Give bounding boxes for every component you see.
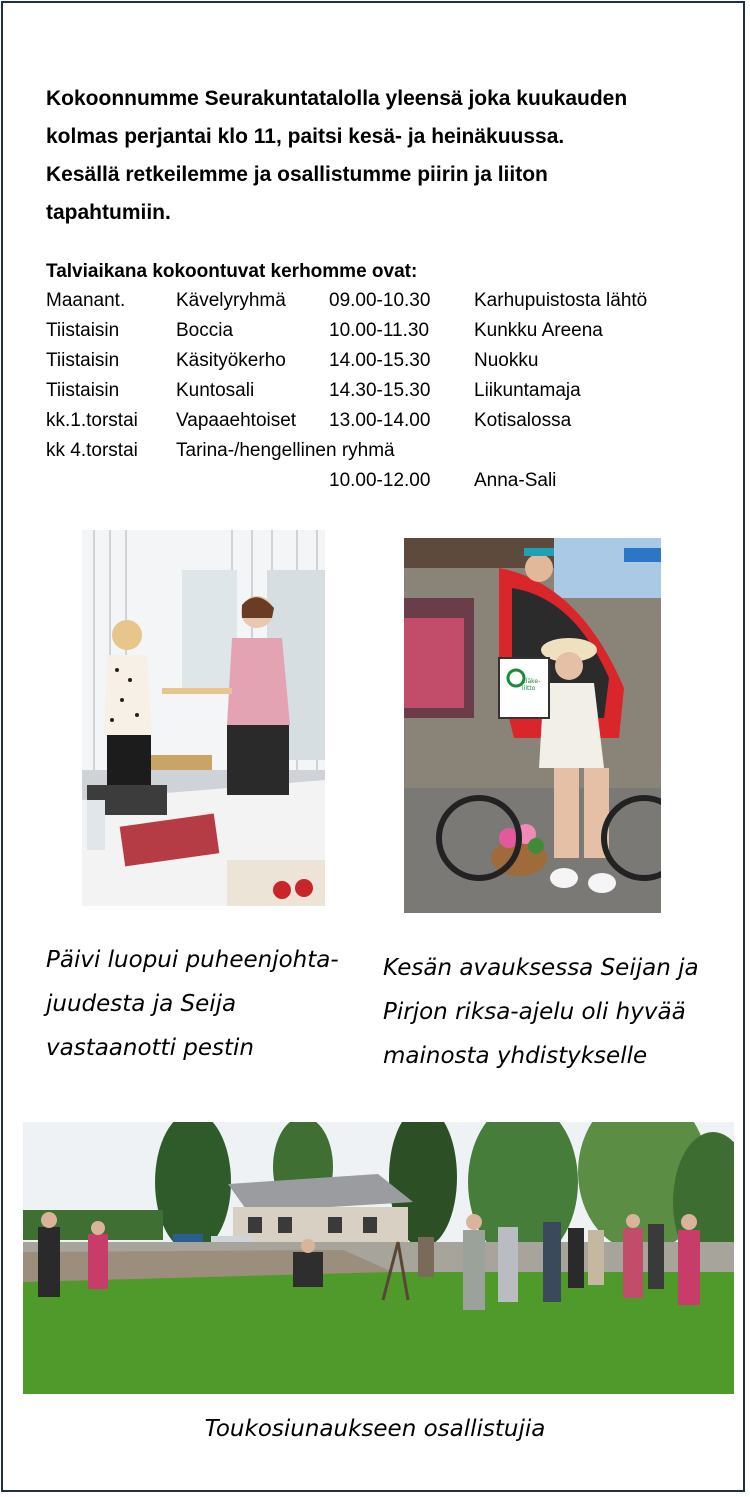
schedule-day: Maanant. <box>46 290 126 311</box>
schedule-activity: Tarina-/hengellinen ryhmä <box>176 440 395 461</box>
schedule-day: kk 4.torstai <box>46 440 138 461</box>
blessing-caption: Toukosiunaukseen osallistujia <box>204 1416 546 1442</box>
schedule-place: Nuokku <box>474 350 539 371</box>
schedule-day: kk.1.torstai <box>46 410 138 431</box>
schedule-place: Anna-Sali <box>474 470 557 491</box>
caption-line: Päivi luopui puheenjohta- <box>46 947 339 973</box>
schedule-row <box>46 316 706 346</box>
clubs-heading: Talviaikana kokoontuvat kerhomme ovat: <box>46 261 418 282</box>
caption-line: vastaanotti pestin <box>46 1035 254 1061</box>
caption-line: mainosta yhdistykselle <box>383 1043 648 1069</box>
schedule-activity: Boccia <box>176 320 234 341</box>
sign-text: Eläke- <box>522 678 541 685</box>
schedule-row <box>46 436 706 466</box>
intro-line: tapahtumiin. <box>46 201 171 224</box>
schedule-time: 10.00-11.30 <box>329 320 430 341</box>
schedule-row <box>46 466 706 496</box>
intro-line: Kokoonnumme Seurakuntatalolla yleensä joka kuukauden <box>46 87 628 110</box>
caption-line: Pirjon riksa-ajelu oli hyvää <box>383 999 686 1025</box>
handover-photo <box>82 530 325 906</box>
rickshaw-caption <box>383 946 699 1078</box>
caption-line: Kesän avauksessa Seijan ja <box>383 955 699 981</box>
schedule-activity: Käsityökerho <box>176 350 286 371</box>
schedule-row <box>46 406 706 436</box>
schedule-activity: Kuntosali <box>176 380 255 401</box>
caption-line: juudesta ja Seija <box>46 991 237 1017</box>
schedule-row <box>46 376 706 406</box>
schedule-place: Kunkku Areena <box>474 320 603 341</box>
intro-line: kolmas perjantai klo 11, paitsi kesä- ja heinäkuussa. <box>46 125 565 148</box>
schedule-activity: Kävelyryhmä <box>176 290 286 311</box>
schedule-time: 14.30-15.30 <box>329 380 431 401</box>
sign-text: liitto <box>522 685 536 692</box>
schedule-place: Kotisalossa <box>474 410 572 431</box>
schedule-day: Tiistaisin <box>46 320 120 341</box>
schedule-time: 10.00-12.00 <box>329 470 431 491</box>
schedule-time: 09.00-10.30 <box>329 290 431 311</box>
schedule-time: 13.00-14.00 <box>329 410 431 431</box>
schedule-place: Karhupuistosta lähtö <box>474 290 648 311</box>
intro-line: Kesällä retkeilemme ja osallistumme piirin ja liiton <box>46 163 548 186</box>
schedule-row <box>46 346 706 376</box>
handover-caption <box>46 938 339 1070</box>
intro-text <box>46 80 736 232</box>
schedule-row <box>46 286 706 316</box>
rickshaw-photo <box>404 538 661 913</box>
schedule-day: Tiistaisin <box>46 350 120 371</box>
schedule-day: Tiistaisin <box>46 380 120 401</box>
schedule-activity: Vapaaehtoiset <box>176 410 297 431</box>
schedule-place: Liikuntamaja <box>474 380 581 401</box>
schedule-time: 14.00-15.30 <box>329 350 431 371</box>
blessing-photo <box>23 1122 734 1394</box>
club-schedule <box>46 286 706 496</box>
